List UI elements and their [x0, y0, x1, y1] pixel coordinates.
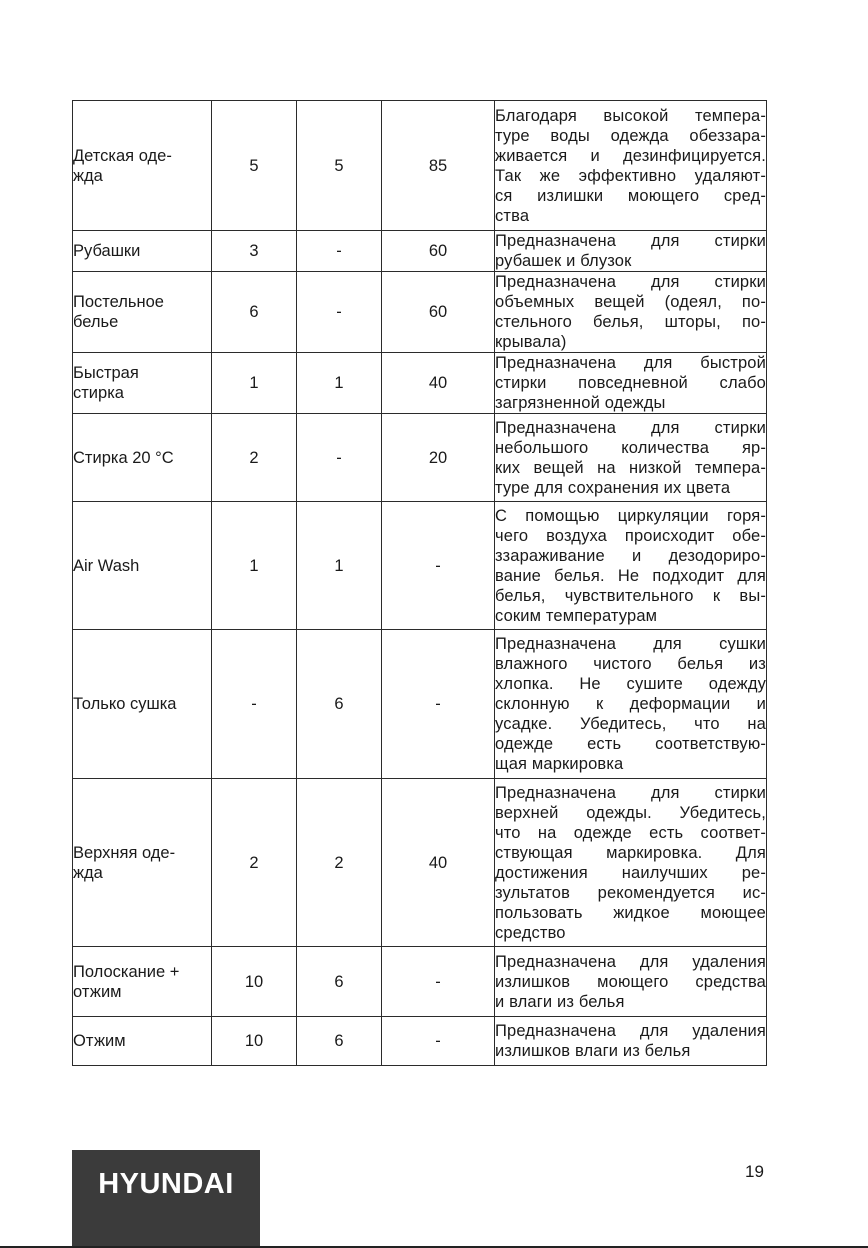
description-line: стельного белья, шторы, по- [495, 313, 766, 331]
description-line: излишков влаги из белья [495, 1042, 691, 1060]
description-line: Предназначена для стирки [495, 418, 766, 437]
max-load-wash-cell: 2 [212, 779, 297, 947]
temperature-cell: 40 [382, 353, 495, 414]
description-line: туре для сохранения их цвета [495, 478, 731, 497]
table-row [73, 353, 767, 414]
description-line: ствующая маркировка. Для [495, 843, 766, 862]
max-load-dry-cell: 5 [297, 101, 382, 231]
program-name-cell [73, 1017, 212, 1066]
description-line: пользовать жидкое моющее [495, 903, 766, 922]
program-name-line: Air Wash [73, 556, 140, 575]
description-line: ства [495, 206, 530, 225]
description-line: соким температурам [495, 606, 658, 625]
temperature-cell: 20 [382, 414, 495, 502]
program-name-cell [73, 272, 212, 353]
brand-logo-text: HYUNDAI [98, 1168, 234, 1200]
program-name-cell [73, 630, 212, 779]
description-line: крывала) [495, 333, 567, 351]
program-name-line: Детская оде- [73, 146, 172, 165]
description-line: верхней одежды. Убедитесь, [495, 803, 766, 822]
description-line: и влаги из белья [495, 992, 625, 1011]
description-line: живается и дезинфицируется. [495, 146, 766, 165]
max-load-wash-cell: 3 [212, 231, 297, 272]
program-description-cell [495, 779, 767, 947]
max-load-wash-cell: 1 [212, 353, 297, 414]
max-load-wash-cell: 5 [212, 101, 297, 231]
program-description-cell [495, 630, 767, 779]
program-table-body [73, 101, 767, 1066]
program-table [72, 100, 767, 1066]
description-line: туре воды одежда обеззара- [495, 126, 766, 145]
description-line: одежде есть соответствую- [495, 735, 766, 753]
max-load-dry-cell: 6 [297, 1017, 382, 1066]
program-name-line: отжим [73, 982, 122, 1001]
description-line: ззараживание и дезодориро- [495, 546, 766, 565]
program-description-cell [495, 101, 767, 231]
description-line: достижения наилучших ре- [495, 863, 766, 882]
max-load-dry-cell: - [297, 272, 382, 353]
max-load-wash-cell: - [212, 630, 297, 779]
description-line: средство [495, 923, 566, 942]
table-row [73, 101, 767, 231]
table-row [73, 272, 767, 353]
description-line: ких вещей на низкой темпера- [495, 458, 766, 477]
program-name-line: Постельное [73, 293, 164, 311]
temperature-cell: 60 [382, 231, 495, 272]
max-load-dry-cell: 6 [297, 630, 382, 779]
max-load-wash-cell: 6 [212, 272, 297, 353]
description-line: Предназначена для сушки [495, 635, 766, 653]
program-name-line: Верхняя оде- [73, 843, 176, 862]
description-line: вание белья. Не подходит для [495, 566, 766, 585]
program-name-cell [73, 947, 212, 1017]
program-name-line: Только сушка [73, 695, 177, 713]
program-name-line: стирка [73, 384, 124, 402]
program-name-line: жда [73, 166, 103, 185]
temperature-cell: - [382, 1017, 495, 1066]
description-line: зультатов рекомендуется ис- [495, 883, 766, 902]
description-line: влажного чистого белья из [495, 655, 766, 673]
description-line: Благодаря высокой темпера- [495, 106, 766, 125]
description-line: рубашек и блузок [495, 252, 632, 270]
description-line: склонную к деформации и [495, 695, 766, 713]
table-row [73, 947, 767, 1017]
max-load-dry-cell: 1 [297, 353, 382, 414]
max-load-wash-cell: 10 [212, 947, 297, 1017]
program-description-cell [495, 231, 767, 272]
max-load-wash-cell: 10 [212, 1017, 297, 1066]
program-name-line: Отжим [73, 1032, 126, 1050]
max-load-wash-cell: 1 [212, 502, 297, 630]
description-line: хлопка. Не сушите одежду [495, 675, 766, 693]
program-description-cell [495, 502, 767, 630]
description-line: щая маркировка [495, 755, 624, 773]
program-description-cell [495, 414, 767, 502]
program-name-cell [73, 502, 212, 630]
temperature-cell: 60 [382, 272, 495, 353]
program-description-cell [495, 353, 767, 414]
program-name-cell [73, 414, 212, 502]
page-number: 19 [745, 1162, 764, 1181]
description-line: излишков моющего средства [495, 972, 766, 991]
program-name-cell [73, 353, 212, 414]
description-line: небольшого количества яр- [495, 438, 766, 457]
description-line: чего воздуха происходит обе- [495, 526, 766, 545]
program-name-line: Полоскание + [73, 962, 180, 981]
description-line: ся излишки моющего сред- [495, 186, 766, 205]
program-name-line: жда [73, 863, 103, 882]
description-line: Предназначена для удаления [495, 952, 766, 971]
max-load-dry-cell: 2 [297, 779, 382, 947]
program-description-cell [495, 1017, 767, 1066]
description-line: загрязненной одежды [495, 394, 666, 412]
description-line: С помощью циркуляции горя- [495, 506, 766, 525]
max-load-dry-cell: 1 [297, 502, 382, 630]
description-line: усадке. Убедитесь, что на [495, 715, 766, 733]
description-line: Предназначена для быстрой [495, 354, 766, 372]
temperature-cell: - [382, 630, 495, 779]
temperature-cell: - [382, 502, 495, 630]
table-row [73, 414, 767, 502]
temperature-cell: - [382, 947, 495, 1017]
max-load-dry-cell: - [297, 414, 382, 502]
description-line: белья, чувствительного к вы- [495, 586, 766, 605]
program-name-line: Быстрая [73, 364, 139, 382]
program-name-line: белье [73, 313, 119, 331]
description-line: Предназначена для удаления [495, 1022, 766, 1040]
description-line: что на одежде есть соответ- [495, 823, 766, 842]
table-row [73, 1017, 767, 1066]
program-name-cell [73, 231, 212, 272]
description-line: стирки повседневной слабо [495, 374, 766, 392]
program-name-line: Стирка 20 °С [73, 448, 174, 467]
program-description-cell [495, 947, 767, 1017]
table-row [73, 231, 767, 272]
program-name-line: Рубашки [73, 242, 141, 260]
max-load-dry-cell: - [297, 231, 382, 272]
temperature-cell: 85 [382, 101, 495, 231]
program-name-cell [73, 101, 212, 231]
table-row [73, 779, 767, 947]
description-line: объемных вещей (одеял, по- [495, 293, 766, 311]
table-row [73, 502, 767, 630]
program-name-cell [73, 779, 212, 947]
brand-logo [72, 1150, 260, 1248]
max-load-dry-cell: 6 [297, 947, 382, 1017]
program-description-cell [495, 272, 767, 353]
temperature-cell: 40 [382, 779, 495, 947]
description-line: Предназначена для стирки [495, 783, 766, 802]
description-line: Предназначена для стирки [495, 232, 766, 250]
description-line: Так же эффективно удаляют- [495, 166, 766, 185]
table-row [73, 630, 767, 779]
description-line: Предназначена для стирки [495, 273, 766, 291]
max-load-wash-cell: 2 [212, 414, 297, 502]
